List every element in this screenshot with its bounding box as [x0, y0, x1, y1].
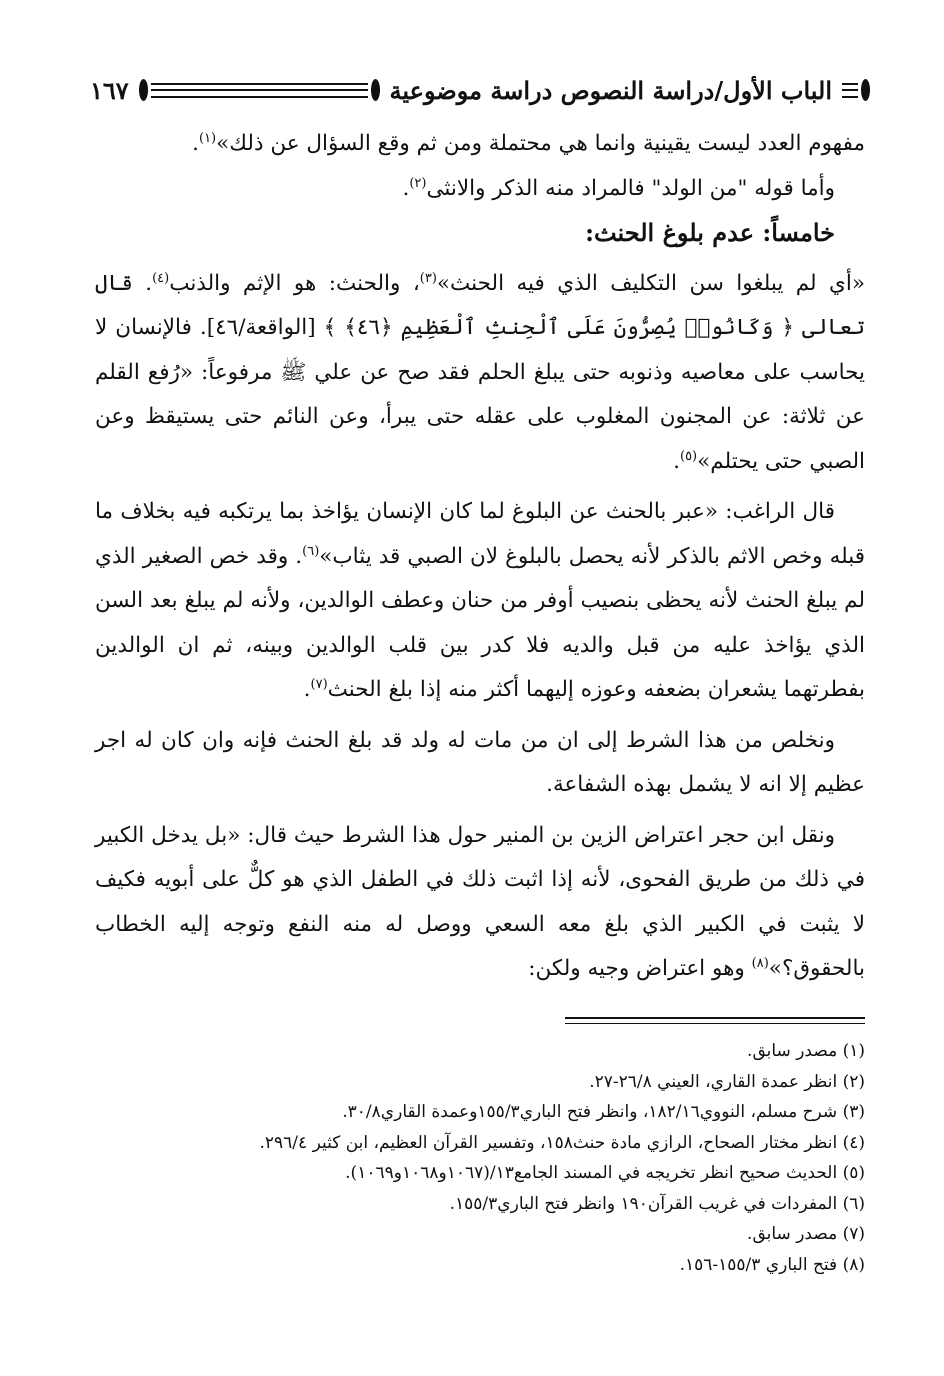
section-heading: خامساً: عدم بلوغ الحنث: [585, 218, 835, 247]
paragraph: ونخلص من هذا الشرط إلى ان من مات له ولد قد بلغ الحنث فإنه وان كان له اجر عظيم إلا انه لا يشمل بهذه الشفاعة. [95, 727, 865, 797]
footnote: (٢) انظر عمدة القاري، العيني ٢٦/٨-٢٧. [589, 1071, 865, 1092]
paragraph: قال الراغب: «عبر بالحنث عن البلوغ لما كان الإنسان يؤاخذ بما يرتكبه فيه بخلاف ما قبله وخص الاثم بالذكر لأنه يحصل بالبلوغ لان الصبي قد يثاب»$^{(٦)}$. وقد خص الصغير الذي لم يبلغ الحنث لأنه يحظى بنصيب أوفر من حنان وعطف الوالدين، ولأنه لم يبلغ بعد السن الذي يؤاخذ عليه من قبل والديه فلا كدر بين قلب الوالدين وبينه، ثم ان الوالدين بفطرتهما يشعران بضعفه وعوزه إليهما أكثر منه إذا بلغ الحنث$^{(٧)}$. [95, 499, 865, 702]
paragraph: «أي لم يبلغوا سن التكليف الذي فيه الحنث»$^{(٣)}$، والحنث: هو الإثم والذنب$^{(٤)}$. قال تعالى ﴿ وَكَانُوا۟ يُصِرُّونَ عَلَى ٱلْحِنثِ ٱلْعَظِيمِ ﴿٤٦﴾ ﴾ [الواقعة/٤٦]. فالإنسان لا يحاسب على معاصيه وذنوبه حتى يبلغ الحلم فقد صح عن علي ﷺ مرفوعاً: «رُفع القلم عن ثلاثة: عن المجنون المغلوب على عقله حتى يبرأ، وعن النائم حتى يستيقظ وعن الصبي حتى يحتلم»$^{(٥)}$. [95, 270, 865, 474]
header-ornament [139, 79, 380, 101]
footnote: (٦) المفردات في غريب القرآن١٩٠ وانظر فتح الباري١٥٥/٣. [449, 1193, 865, 1214]
footnote-separator-thin [565, 1023, 865, 1024]
paragraph: مفهوم العدد ليست يقينية وانما هي محتملة ومن ثم وقع السؤال عن ذلك»$^{(١)}$. [192, 130, 865, 156]
footnote: (٣) شرح مسلم، النووي١٨٢/١٦، وانظر فتح الباري١٥٥/٣وعمدة القاري٣٠/٨. [342, 1102, 865, 1122]
paragraph: ونقل ابن حجر اعتراض الزين بن المنير حول هذا الشرط حيث قال: «بل يدخل الكبير في ذلك من طريق الفحوى، لأنه إذا اثبت ذلك في الطفل الذي هو كلٌّ على أبويه فكيف لا يثبت في الكبير الذي بلغ معه السعي ووصل له منه النفع وتوجه إليه الخطاب بالحقوق؟»$^{(٨)}$ وهو اعتراض وجيه ولكن: [95, 822, 865, 981]
footnotes [95, 1036, 865, 1280]
footnote-ref: (٦) [302, 543, 320, 559]
footnote-ref: (٤) [152, 270, 170, 286]
footnote-ref: (٢) [409, 175, 427, 191]
header-ornament-right [842, 79, 870, 101]
footnote-separator [565, 1017, 865, 1019]
footnote-ref: (٥) [679, 448, 698, 464]
page-number: ١٦٧ [90, 75, 129, 105]
footnote-ref: (٣) [419, 270, 437, 286]
footnote: (٤) انظر مختار الصحاح، الرازي مادة حنث١٥٨، وتفسير القرآن العظيم، ابن كثير ٢٩٦/٤. [259, 1132, 865, 1153]
chapter-title: الباب الأول/دراسة النصوص دراسة موضوعية [389, 75, 832, 105]
footnote-ref: (١) [198, 130, 217, 146]
footnote: (٥) الحديث صحيح انظر تخريجه في المسند الجامع١٣/(١٠٦٧و١٠٦٨و١٠٦٩). [345, 1163, 865, 1183]
footnote-ref: (٨) [751, 955, 769, 971]
footnote-ref: (٧) [310, 676, 328, 692]
footnote: (٨) فتح الباري ١٥٥/٣-١٥٦. [679, 1254, 865, 1275]
footnote: (١) مصدر سابق. [747, 1041, 865, 1061]
footnote: (٧) مصدر سابق. [747, 1224, 865, 1244]
main-text [95, 122, 865, 992]
running-header [90, 70, 870, 110]
paragraph: وأما قوله "من الولد" فالمراد منه الذكر والانثى$^{(٢)}$. [402, 175, 835, 201]
